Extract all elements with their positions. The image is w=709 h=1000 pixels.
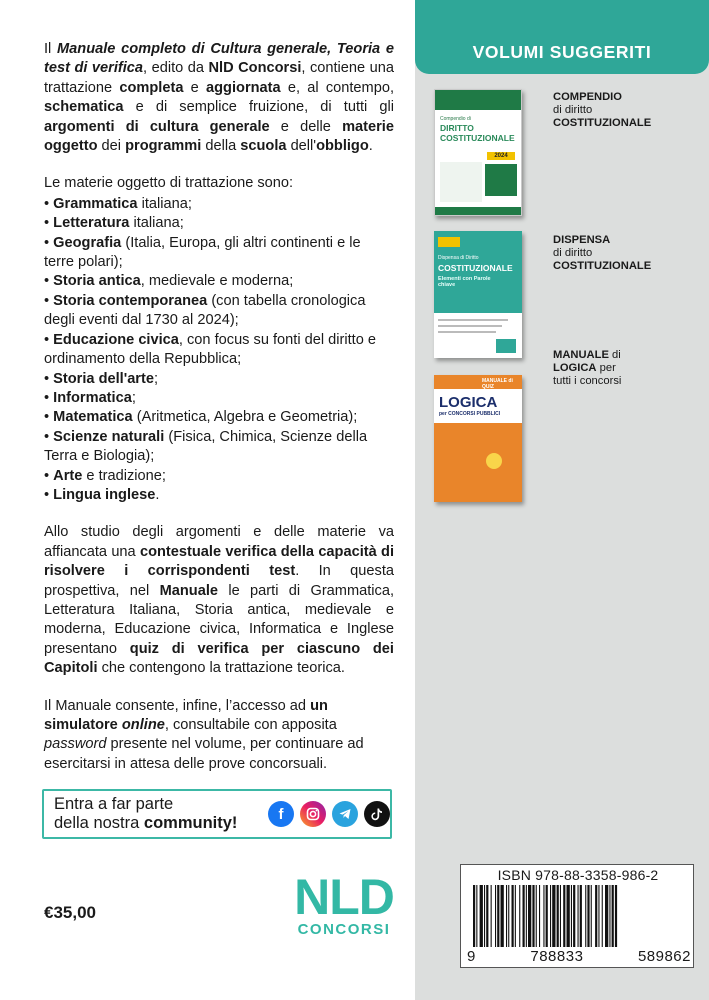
text-fragment: e, al contempo, bbox=[280, 79, 394, 96]
barcode-digit-group: 589862 bbox=[637, 948, 691, 965]
text-fragment: le parti di Grammatica, Letteratura Italiana, Storia antica, medievale e moderna, Educazione civica, Informatica e Inglese presentano bbox=[44, 582, 394, 657]
text-bold: obbligo bbox=[316, 138, 369, 155]
cover-title: DIRITTO COSTITUZIONALE bbox=[440, 123, 515, 143]
price-label: €35,00 bbox=[44, 903, 96, 922]
volume-subject: LOGICA bbox=[553, 362, 597, 374]
text-bold: argomenti di cultura generale bbox=[44, 118, 270, 135]
volume-label-logica bbox=[553, 349, 663, 388]
topic-detail: ; bbox=[153, 370, 159, 387]
cover-subtitle: per CONCORSI PUBBLICI bbox=[439, 411, 501, 417]
book-cover-dispensa[interactable] bbox=[434, 231, 522, 358]
topic-items bbox=[44, 195, 394, 506]
book-cover-compendio[interactable] bbox=[434, 89, 522, 216]
cover-footer bbox=[435, 207, 521, 215]
topics-list bbox=[44, 174, 394, 505]
barcode-bar bbox=[615, 885, 617, 947]
text-fragment: e delle bbox=[269, 118, 343, 135]
isbn-text: ISBN 978-88-3358-986-2 bbox=[497, 867, 659, 883]
cover-subtitle: Elementi con Parole chiave bbox=[438, 276, 491, 288]
barcode-bar bbox=[573, 885, 575, 947]
barcode-bar bbox=[563, 885, 565, 947]
topic-item: • Educazione civica, con focus su fonti del diritto e ordinamento della Repubblica; bbox=[44, 331, 377, 368]
barcode-bar bbox=[497, 885, 499, 947]
barcode-bar bbox=[528, 885, 531, 947]
barcode-digit-group: 788833 bbox=[530, 948, 584, 965]
topic-detail: ; bbox=[131, 389, 136, 406]
topic-name: Informatica bbox=[53, 389, 132, 406]
topics-title: Le materie oggetto di trattazione sono: bbox=[44, 175, 294, 192]
text-bold: un simulatore bbox=[44, 697, 328, 733]
volume-type: COMPENDIO bbox=[553, 91, 622, 103]
volume-line: di bbox=[612, 349, 621, 361]
text-fragment: , edito da bbox=[143, 60, 209, 77]
volume-subject: COSTITUZIONALE bbox=[553, 260, 652, 272]
topic-name: Letteratura bbox=[53, 215, 130, 232]
barcode-bar bbox=[506, 885, 507, 947]
barcode-bar bbox=[602, 885, 603, 947]
community-text bbox=[54, 795, 264, 833]
cover-title: COSTITUZIONALE bbox=[438, 263, 513, 273]
text-fragment: . In questa prospettiva, nel bbox=[44, 563, 395, 599]
text-bold: Manuale bbox=[159, 582, 218, 599]
text-fragment: , contiene una trattazione bbox=[44, 60, 394, 96]
text-italic: password bbox=[44, 736, 107, 753]
barcode-bar bbox=[480, 885, 483, 947]
barcode-bar bbox=[476, 885, 477, 947]
logo-mark: NLD bbox=[294, 869, 394, 925]
community-banner bbox=[42, 789, 392, 839]
text-bold: programmi bbox=[125, 138, 202, 155]
barcode-bar bbox=[598, 885, 599, 947]
topic-detail: (Italia, Europa, gli altri continenti e le terre polari); bbox=[44, 234, 361, 271]
barcode-bar bbox=[546, 885, 548, 947]
volume-line: di diritto bbox=[553, 247, 593, 259]
barcode-bar bbox=[587, 885, 589, 947]
cover-band bbox=[435, 90, 521, 110]
social-icons bbox=[268, 801, 390, 827]
cover-box bbox=[485, 164, 517, 196]
tiktok-icon[interactable] bbox=[364, 801, 390, 827]
sidebar-header: VOLUMI SUGGERITI bbox=[415, 0, 709, 74]
volume-line: tutti i concorsi bbox=[553, 375, 622, 387]
barcode-bar bbox=[484, 885, 485, 947]
barcode-digits bbox=[467, 948, 691, 965]
volume-subject: COSTITUZIONALE bbox=[553, 117, 652, 129]
text-bold: schematica bbox=[44, 99, 124, 116]
barcode-bar bbox=[536, 885, 537, 947]
topic-name: Storia contemporanea bbox=[53, 292, 208, 309]
barcode-bar bbox=[473, 885, 475, 947]
barcode-bar bbox=[512, 885, 514, 947]
barcode-bar bbox=[515, 885, 516, 947]
lightbulb-icon bbox=[486, 453, 502, 469]
topic-name: Educazione civica bbox=[53, 331, 179, 348]
barcode-bar bbox=[557, 885, 559, 947]
barcode-bar bbox=[523, 885, 525, 947]
barcode-bar bbox=[491, 885, 492, 947]
intro-paragraph bbox=[44, 40, 394, 156]
topic-item: • Storia antica, medievale e moderna; bbox=[44, 273, 294, 290]
volume-type: DISPENSA bbox=[553, 234, 611, 246]
topic-item: • Scienze naturali (Fisica, Chimica, Scienze della Terra e Biologia); bbox=[44, 428, 368, 465]
text-fragment: dell' bbox=[286, 138, 317, 155]
barcode-bar bbox=[585, 885, 586, 947]
text-bold: completa bbox=[119, 79, 184, 96]
topic-item: • Letteratura italiana; bbox=[44, 215, 184, 232]
text-fragment: dei bbox=[97, 138, 126, 155]
barcode-bar bbox=[560, 885, 561, 947]
barcode-bar bbox=[532, 885, 534, 947]
text-bold: quiz di verifica per ciascuno dei Capitoli bbox=[44, 640, 394, 677]
isbn-barcode bbox=[460, 864, 694, 968]
topic-item: • Matematica (Aritmetica, Algebra e Geometria); bbox=[44, 409, 358, 426]
barcode-bars bbox=[473, 885, 685, 947]
topic-item: • Storia dell'arte; bbox=[44, 370, 159, 387]
text-fragment: . bbox=[368, 138, 373, 155]
cover-line bbox=[438, 331, 496, 333]
nld-logo bbox=[289, 869, 399, 938]
facebook-icon[interactable]: f bbox=[268, 801, 294, 827]
text-bold: contestuale verifica della capacità di risolvere i corrispondenti test bbox=[44, 543, 394, 580]
topic-detail: (Aritmetica, Algebra e Geometria); bbox=[132, 409, 358, 426]
text-bold: scuola bbox=[240, 138, 287, 155]
topic-detail: , medievale e moderna; bbox=[140, 273, 294, 290]
volume-line: per bbox=[599, 362, 616, 374]
topic-detail: (Fisica, Chimica, Scienze della Terra e Biologia); bbox=[44, 428, 368, 465]
cover-small-text: MANUALE di QUIZ bbox=[482, 378, 513, 390]
cover-small-text: Compendio di bbox=[440, 116, 471, 122]
text-bold: materie oggetto bbox=[44, 118, 394, 155]
topic-detail: , con focus su fonti del diritto e ordinamento della Repubblica; bbox=[44, 331, 377, 368]
barcode-digit-group: 9 bbox=[467, 948, 476, 965]
text-fragment: Il Manuale consente, infine, l’accesso ad bbox=[44, 697, 311, 714]
barcode-bar bbox=[508, 885, 509, 947]
topic-name: Lingua inglese bbox=[53, 486, 156, 503]
topic-name: Grammatica bbox=[53, 195, 138, 212]
cover-logo bbox=[496, 339, 516, 353]
volume-label-compendio bbox=[553, 91, 663, 130]
text-bold: aggiornata bbox=[206, 79, 281, 96]
topic-item: • Storia contemporanea (con tabella cronologica degli eventi dal 1730 al 2024); bbox=[44, 292, 366, 329]
verification-paragraph bbox=[44, 523, 394, 678]
barcode-bar bbox=[501, 885, 504, 947]
cover-image bbox=[440, 162, 482, 202]
barcode-bar bbox=[495, 885, 496, 947]
barcode-bar bbox=[552, 885, 555, 947]
topic-name: Matematica bbox=[53, 409, 133, 426]
logo-subtitle: CONCORSI bbox=[297, 921, 391, 938]
barcode-bar bbox=[591, 885, 592, 947]
topic-detail: italiana; bbox=[129, 215, 184, 232]
topic-name: Scienze naturali bbox=[53, 428, 165, 445]
barcode-bar bbox=[578, 885, 579, 947]
barcode-bar bbox=[519, 885, 520, 947]
text-fragment: Il bbox=[44, 41, 58, 57]
community-line1: Entra a far parte bbox=[54, 795, 174, 813]
book-title: Manuale completo di Cultura generale, Teoria e test di verifica bbox=[44, 41, 394, 77]
text-bold: community! bbox=[143, 814, 238, 832]
volume-label-dispensa bbox=[553, 234, 663, 273]
barcode-bar bbox=[605, 885, 608, 947]
community-line2 bbox=[54, 814, 264, 833]
topic-detail: italiana; bbox=[137, 195, 192, 212]
publisher-name: NlD Concorsi bbox=[208, 60, 302, 77]
cover-small-text: Dispensa di Diritto bbox=[438, 255, 479, 261]
cover-badge bbox=[438, 237, 460, 247]
text-fragment: e di semplice fruizione, di tutti gli bbox=[123, 99, 394, 116]
topic-name: Arte bbox=[53, 467, 83, 484]
text-fragment: Allo studio degli argomenti e delle materie va affiancata una bbox=[44, 524, 394, 560]
barcode-bar bbox=[486, 885, 488, 947]
description-column bbox=[44, 40, 394, 792]
topic-item: • Informatica; bbox=[44, 389, 136, 406]
topic-detail: (con tabella cronologica degli eventi dal 1730 al 2024); bbox=[44, 292, 366, 329]
telegram-icon[interactable] bbox=[332, 801, 358, 827]
topic-name: Geografia bbox=[53, 234, 122, 251]
barcode-bar bbox=[595, 885, 597, 947]
cover-badge: 2024 bbox=[487, 152, 515, 160]
text-fragment: presente nel volume, per continuare ad esercitarsi in attesa delle prove concorsuali. bbox=[44, 736, 364, 772]
text-bold-italic: online bbox=[121, 717, 165, 733]
volume-type: MANUALE bbox=[553, 349, 609, 361]
topic-item: • Grammatica italiana; bbox=[44, 195, 192, 212]
text-fragment: della nostra bbox=[54, 814, 144, 832]
cover-line bbox=[438, 325, 502, 327]
topic-item: • Lingua inglese. bbox=[44, 486, 160, 503]
barcode-bar bbox=[580, 885, 582, 947]
barcode-bar bbox=[526, 885, 527, 947]
book-cover-logica[interactable] bbox=[434, 375, 522, 502]
barcode-bar bbox=[543, 885, 544, 947]
text-fragment: , consultabile con apposita bbox=[164, 717, 337, 733]
topic-detail: e tradizione; bbox=[82, 467, 166, 484]
topic-name: Storia dell'arte bbox=[53, 370, 154, 387]
volume-line: di diritto bbox=[553, 104, 593, 116]
text-fragment: e bbox=[183, 79, 207, 96]
topic-item: • Arte e tradizione; bbox=[44, 467, 166, 484]
text-fragment: che contengono la trattazione teorica. bbox=[97, 660, 345, 677]
topic-name: Storia antica bbox=[53, 273, 141, 290]
cover-lower bbox=[434, 423, 522, 502]
barcode-bar bbox=[609, 885, 610, 947]
topic-item: • Geografia (Italia, Europa, gli altri continenti e le terre polari); bbox=[44, 234, 361, 271]
barcode-bar bbox=[539, 885, 540, 947]
simulator-paragraph bbox=[44, 697, 394, 775]
barcode-bar bbox=[612, 885, 614, 947]
barcode-bar bbox=[550, 885, 551, 947]
instagram-icon[interactable] bbox=[300, 801, 326, 827]
cover-title: LOGICA bbox=[439, 394, 498, 411]
text-fragment: della bbox=[201, 138, 241, 155]
barcode-bar bbox=[571, 885, 572, 947]
barcode-bar bbox=[567, 885, 570, 947]
topic-detail: . bbox=[155, 486, 160, 503]
cover-line bbox=[438, 319, 508, 321]
